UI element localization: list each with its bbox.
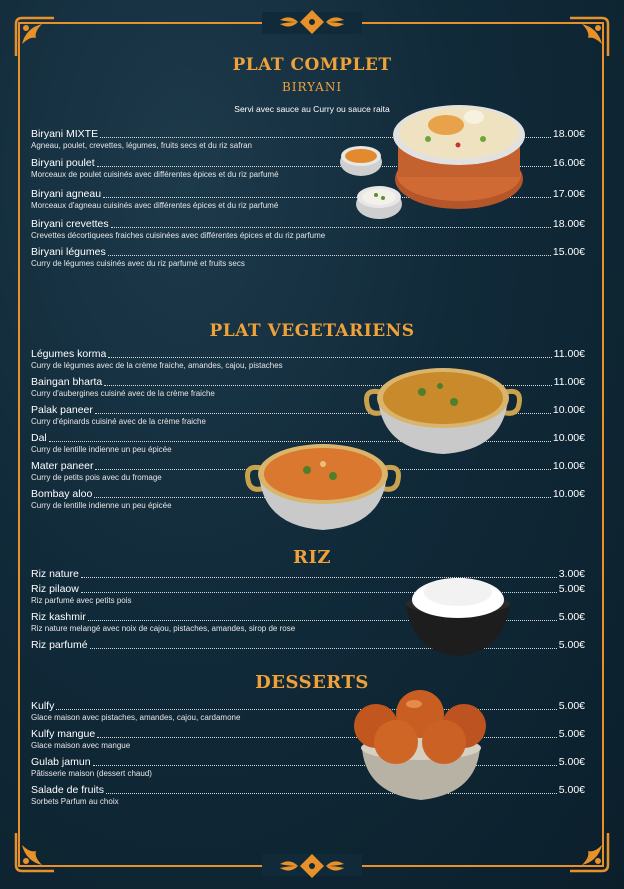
item-price: 5.00€ — [558, 700, 585, 712]
menu-item — [31, 700, 585, 723]
biryani-pot-image — [388, 95, 530, 218]
item-price: 17.00€ — [552, 188, 585, 200]
item-price: 10.00€ — [552, 460, 585, 472]
curry-bowl-image — [243, 438, 403, 539]
item-description: Crevettes décortiquees fraiches cuisinées avec différentes épices et du riz parfume — [31, 231, 326, 240]
item-description: Riz nature melangé avec noix de cajou, pistaches, amandes, sirop de rose — [31, 624, 296, 633]
section-title-plat-complet: PLAT COMPLET — [232, 55, 392, 75]
item-name: Palak paneer — [31, 404, 93, 416]
item-name: Kulfy mangue — [31, 728, 96, 740]
item-price: 3.00€ — [558, 568, 585, 580]
corner-ornament-icon — [566, 14, 612, 60]
item-name: Dal — [31, 432, 47, 444]
item-price: 10.00€ — [552, 404, 585, 416]
item-price: 10.00€ — [552, 432, 585, 444]
section-title-desserts: DESSERTS — [255, 672, 369, 693]
top-ornament-icon — [262, 6, 362, 38]
item-price: 5.00€ — [558, 784, 585, 796]
item-name: Bombay aloo — [31, 488, 93, 500]
menu-item — [31, 246, 585, 269]
item-description: Glace maison avec mangue — [31, 741, 131, 750]
item-name: Biryani MIXTE — [31, 128, 99, 140]
section-title-riz: RIZ — [292, 547, 332, 568]
item-name: Gulab jamun — [31, 756, 91, 768]
item-description: Curry de lentille indienne un peu épicée — [31, 445, 172, 454]
item-name: Biryani poulet — [31, 157, 95, 169]
item-description: Morceaux de poulet cuisinés avec différentes épices et du riz parfumé — [31, 170, 279, 179]
section-title-plat-vegetariens: PLAT VEGETARIENS — [209, 321, 415, 341]
item-name: Mater paneer — [31, 460, 94, 472]
item-name: Biryani crevettes — [31, 218, 109, 230]
item-description: Curry de lentille indienne un peu épicée — [31, 501, 172, 510]
item-price: 5.00€ — [558, 728, 585, 740]
item-price: 11.00€ — [553, 376, 585, 388]
item-price: 5.00€ — [558, 639, 585, 651]
item-name: Salade de fruits — [31, 784, 104, 796]
item-description: Curry d'épinards cuisiné avec de la crème fraiche — [31, 417, 206, 426]
corner-ornament-icon — [12, 829, 58, 875]
menu-item — [31, 728, 585, 751]
item-description: Curry de petits pois avec du fromage — [31, 473, 162, 482]
item-price: 5.00€ — [558, 756, 585, 768]
item-description: Riz parfumé avec petits pois — [31, 596, 132, 605]
corner-ornament-icon — [566, 829, 612, 875]
menu-item — [31, 756, 585, 779]
item-name: Riz nature — [31, 568, 79, 580]
item-price: 5.00€ — [558, 583, 585, 595]
item-name: Baingan bharta — [31, 376, 103, 388]
item-description: Glace maison avec pistaches, amandes, cajou, cardamone — [31, 713, 241, 722]
raita-sauce-bowl-image — [354, 178, 404, 227]
bottom-ornament-icon — [262, 850, 362, 882]
item-description: Curry d'aubergines cuisiné avec de la crème fraiche — [31, 389, 215, 398]
item-price: 16.00€ — [552, 157, 585, 169]
item-price: 18.00€ — [552, 218, 585, 230]
item-description: Curry de légumes cuisinés avec du riz parfumé et fruits secs — [31, 259, 245, 268]
item-price: 5.00€ — [558, 611, 585, 623]
menu-item — [31, 784, 585, 807]
item-description: Morceaux d'agneau cuisinés avec différentes épices et du riz parfumé — [31, 201, 279, 210]
item-name: Riz kashmir — [31, 611, 86, 623]
corner-ornament-icon — [12, 14, 58, 60]
rice-bowl-image — [402, 570, 514, 665]
item-name: Riz parfumé — [31, 639, 88, 651]
item-price: 15.00€ — [552, 246, 585, 258]
menu-item — [31, 218, 585, 241]
item-description: Pâtisserie maison (dessert chaud) — [31, 769, 152, 778]
gulab-jamun-bowl-image — [348, 690, 494, 813]
item-description: Agneau, poulet, crevettes, légumes, fruits secs et du riz safran — [31, 141, 252, 150]
serving-note: Servi avec sauce au Curry ou sauce raita — [234, 104, 390, 114]
item-name: Biryani agneau — [31, 188, 102, 200]
item-name: Légumes korma — [31, 348, 107, 360]
item-description: Sorbets Parfum au choix — [31, 797, 119, 806]
item-description: Curry de légumes avec de la crème fraiche, amandes, cajou, pistaches — [31, 361, 283, 370]
item-price: 18.00€ — [552, 128, 585, 140]
item-name: Biryani légumes — [31, 246, 106, 258]
section-subtitle-biryani: BIRYANI — [281, 80, 343, 94]
item-price: 10.00€ — [552, 488, 585, 500]
item-price: 11.00€ — [553, 348, 585, 360]
item-name: Riz pilaow — [31, 583, 79, 595]
item-name: Kulfy — [31, 700, 55, 712]
